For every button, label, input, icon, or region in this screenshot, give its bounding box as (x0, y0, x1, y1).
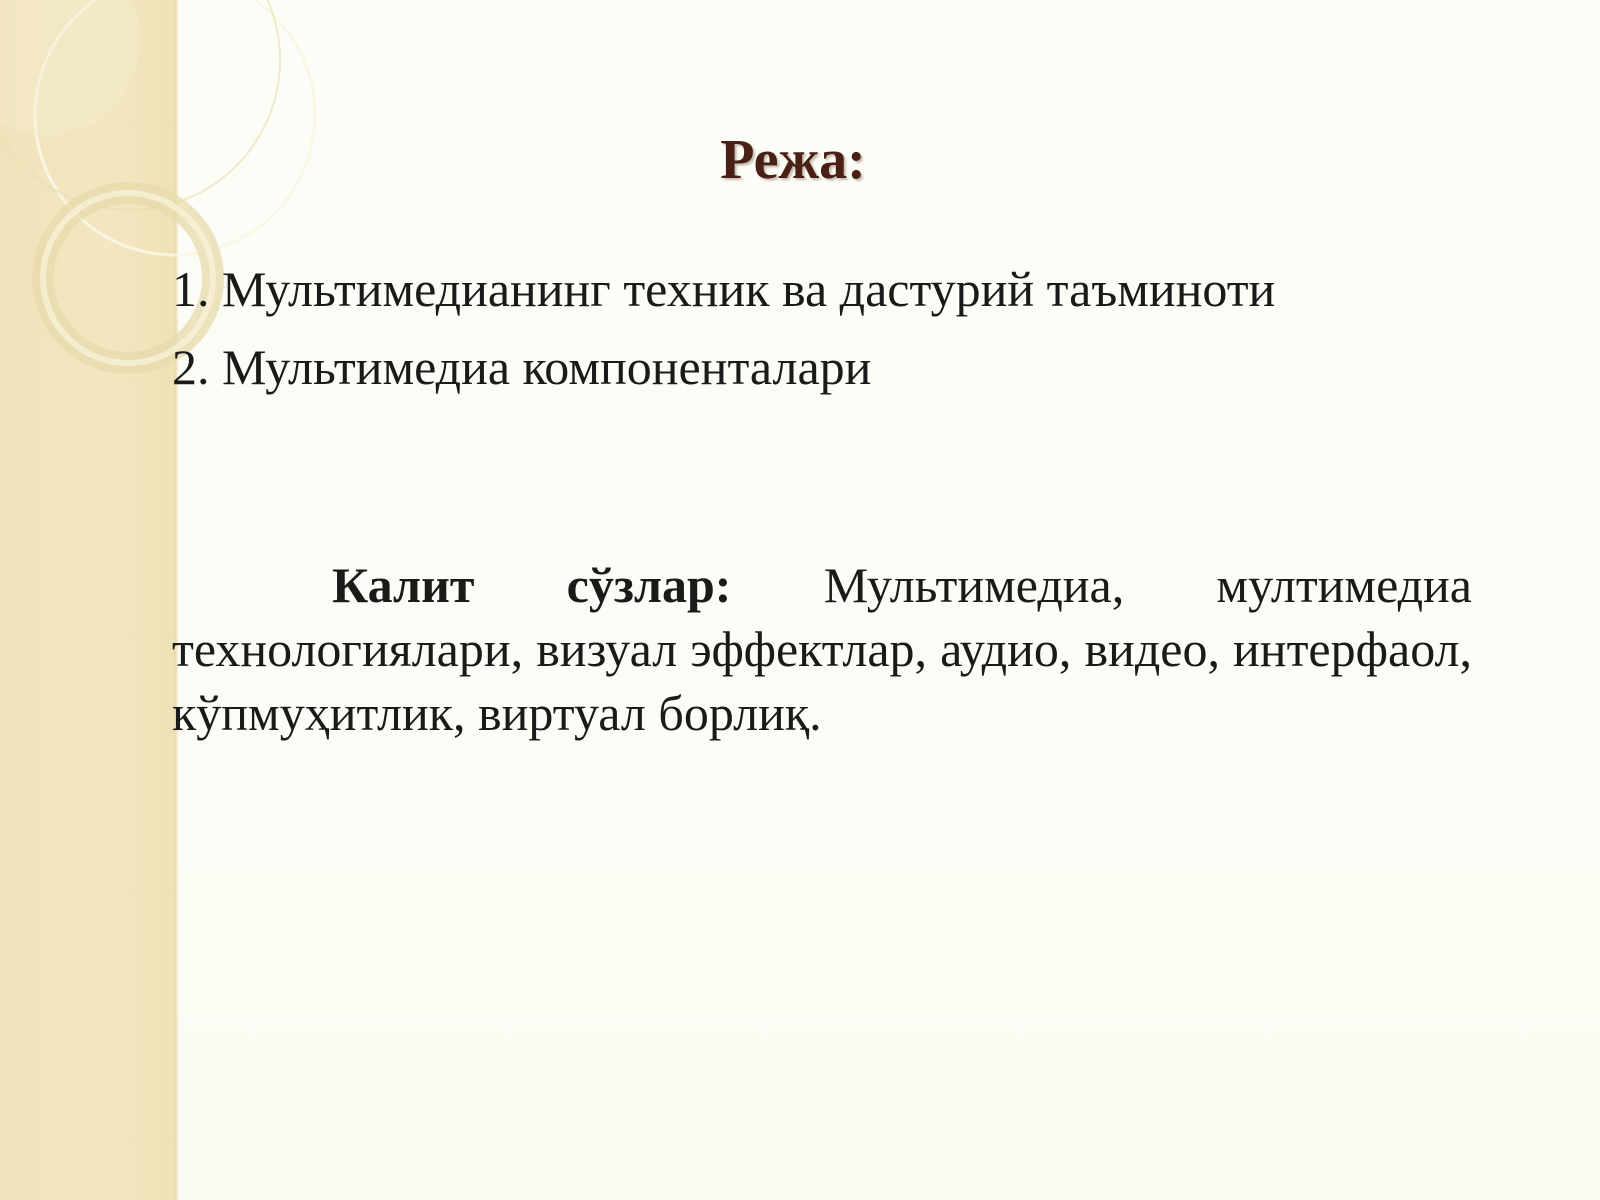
plan-list (172, 250, 1472, 406)
plan-item: 1. Мультимедианинг техник ва дастурий таъминоти (172, 261, 1276, 317)
slide-title: Режа: (720, 129, 866, 191)
plan-item: 2. Мультимедиа компоненталари (172, 339, 872, 395)
keywords-paragraph (172, 553, 1472, 745)
keywords-text: Мультимедиа, мултимедиа технологиялари, визуал эффектлар, аудио, видео, интерфаол, кўпмуҳитлик, виртуал борлиқ. (172, 557, 1472, 741)
keywords-label: Калит сўзлар: (332, 557, 732, 613)
